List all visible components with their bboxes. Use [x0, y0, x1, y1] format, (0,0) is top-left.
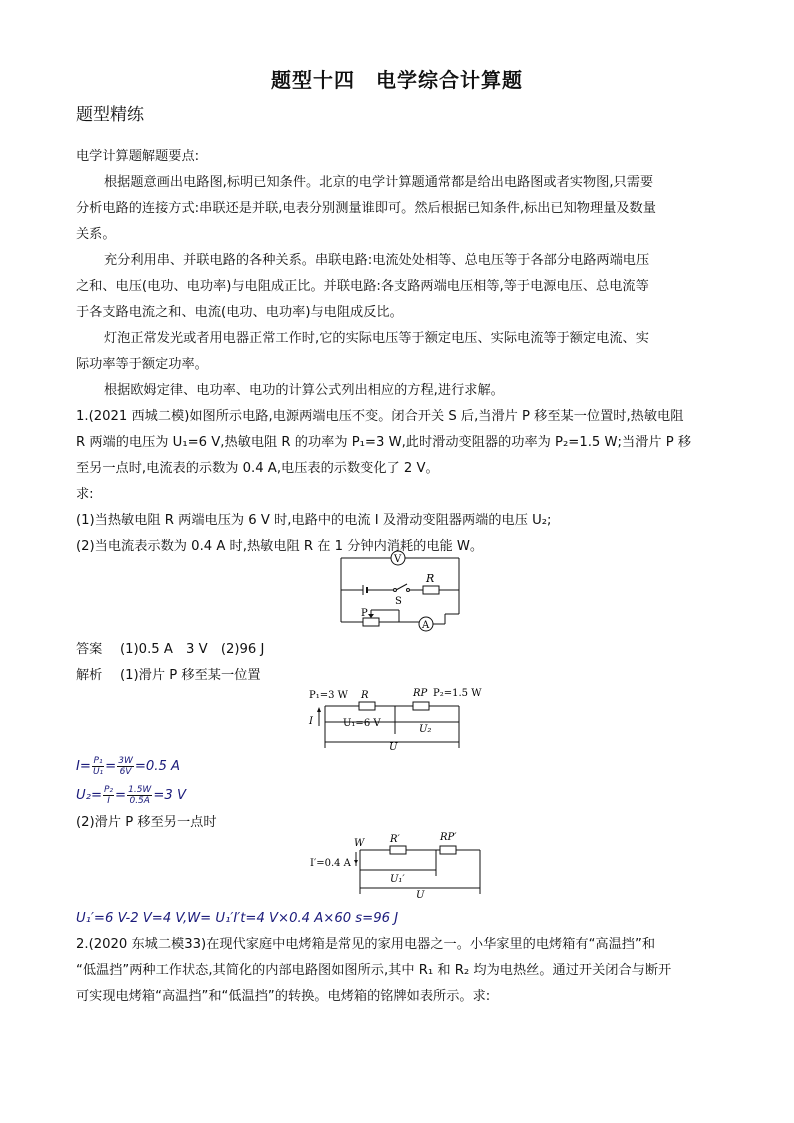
analysis-label: 解析 — [76, 668, 103, 683]
intro-line: 于各支路电流之和、电流(电功、电功率)与电阻成反比。 — [76, 305, 403, 320]
calc-voltage: U₂= $\frac{\text{P₂}}{I}$ = $\frac{1.5W}{0.5A}$ =3 V — [76, 784, 186, 806]
circuit-diagram-3 — [308, 832, 498, 906]
intro-line: 根据题意画出电路图,标明已知条件。北京的电学计算题通常都是给出电路图或者实物图,只需要 — [104, 175, 654, 190]
intro-line: 根据欧姆定律、电功率、电功的计算公式列出相应的方程,进行求解。 — [104, 383, 504, 398]
rp-label: RP — [413, 688, 428, 699]
intro-line: 灯泡正常发光或者用电器正常工作时,它的实际电压等于额定电压、实际电流等于额定电流、实 — [104, 331, 649, 346]
intro-heading: 电学计算题解题要点: — [76, 149, 200, 164]
page-title: 题型十四 电学综合计算题 — [271, 68, 523, 92]
intro-line: 关系。 — [76, 227, 116, 242]
p2-label: P₂=1.5 W — [433, 688, 482, 699]
intro-line: 之和、电压(电功、电功率)与电阻成正比。并联电路:各支路两端电压相等,等于电源电压、总电流等 — [76, 279, 649, 294]
u1-prime-label: U₁′ — [390, 874, 405, 885]
circuit-diagram-2 — [307, 682, 497, 756]
q2-stem-line: 可实现电烤箱“高温挡”和“低温挡”的转换。电烤箱的铭牌如表所示。求: — [76, 989, 491, 1004]
rp-prime-label: RP′ — [440, 832, 457, 843]
p1-label: P₁=3 W — [309, 690, 348, 701]
q1-stem-line: 至另一点时,电流表的示数为 0.4 A,电压表的示数变化了 2 V。 — [76, 461, 439, 476]
section-heading: 题型精练 — [76, 105, 144, 125]
current-label: I — [309, 716, 313, 727]
q2-stem-line: “低温挡”两种工作状态,其简化的内部电路图如图所示,其中 R₁ 和 R₂ 均为电热丝。通过开关闭合与断开 — [76, 963, 672, 978]
switch-label: S — [395, 596, 402, 607]
q1-ask: 求: — [76, 487, 94, 502]
u-label: U — [389, 742, 398, 752]
q2-stem-line: 2.(2020 东城二模33)在现代家庭中电烤箱是常见的家用电器之一。小华家里的电烤箱有“高温挡”和 — [76, 937, 656, 952]
current-prime-label: I′=0.4 A — [310, 858, 351, 869]
circuit-diagram-1 — [335, 550, 465, 644]
slider-label: P — [361, 608, 368, 619]
u1-label: U₁=6 V — [343, 718, 381, 729]
ammeter-label: A — [422, 620, 430, 631]
calc-current: I= $\frac{\text{P₁}}{\text{U₁}}$ = $\frac{3W}{6V}$ =0.5 A — [76, 755, 181, 777]
q1-stem-line: R 两端的电压为 U₁=6 V,热敏电阻 R 的功率为 P₁=3 W,此时滑动变阻器的功率为 P₂=1.5 W;当滑片 P 移 — [76, 435, 692, 450]
analysis-step-2: (2)滑片 P 移至另一点时 — [76, 815, 217, 830]
answer-text: (1)0.5 A 3 V (2)96 J — [120, 642, 265, 657]
q1-stem-line: 1.(2021 西城二模)如图所示电路,电源两端电压不变。闭合开关 S 后,当滑片 P 移至某一位置时,热敏电阻 — [76, 409, 684, 424]
resistor-label: R — [426, 572, 435, 585]
r-prime-label: R′ — [390, 834, 400, 845]
u2-label: U₂ — [419, 724, 432, 735]
intro-line: 际功率等于额定功率。 — [76, 357, 208, 372]
answer-label: 答案 — [76, 642, 103, 657]
q1-sub-question-2: (2)当电流表示数为 0.4 A 时,热敏电阻 R 在 1 分钟内消耗的电能 W。 — [76, 539, 484, 554]
voltmeter-label: V — [394, 554, 402, 565]
r-label: R — [361, 690, 369, 701]
u-total-label: U — [416, 890, 425, 901]
q1-sub-question-1: (1)当热敏电阻 R 两端电压为 6 V 时,电路中的电流 I 及滑动变阻器两端的电压 U₂; — [76, 513, 552, 528]
intro-line: 分析电路的连接方式:串联还是并联,电表分别测量谁即可。然后根据已知条件,标出已知物理量及数量 — [76, 201, 656, 216]
final-calculation: U₁′=6 V-2 V=4 V,W= U₁′I′t=4 V×0.4 A×60 s=96 J — [76, 911, 399, 926]
intro-line: 充分利用串、并联电路的各种关系。串联电路:电流处处相等、总电压等于各部分电路两端电压 — [104, 253, 650, 268]
w-label: W — [354, 838, 365, 849]
analysis-step-1: (1)滑片 P 移至某一位置 — [120, 668, 261, 683]
